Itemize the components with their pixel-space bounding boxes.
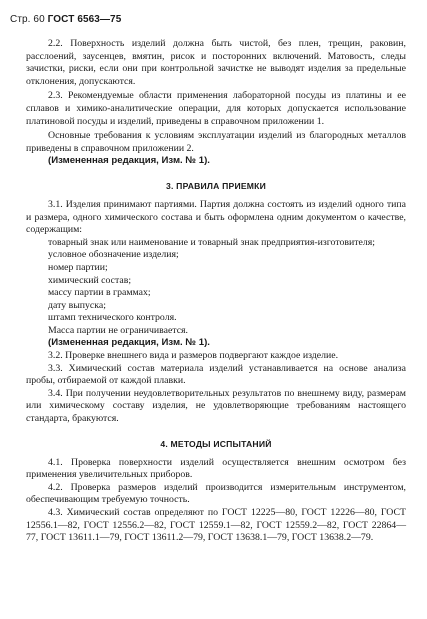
paragraph-2-basic: Основные требования к условиям эксплуатации изделий из благородных металлов приведены в справочном приложении 2.: [26, 130, 406, 154]
paragraph-4-1: 4.1. Проверка поверхности изделий осуществляется внешним осмотром без применения увеличительных приборов.: [26, 456, 406, 481]
paragraph-2-3: 2.3. Рекомендуемые области применения лабораторной посуды из платины и ее сплавов и химико-аналитические операции, для которых допускается использование платиновой посуды и изделий, приведены в справочном приложении 1.: [26, 90, 406, 127]
document-body: [26, 38, 406, 545]
amendment-note-2: (Измененная редакция, Изм. № 1).: [48, 337, 210, 349]
section-title-test-methods: 4. МЕТОДЫ ИСПЫТАНИЙ: [160, 438, 272, 449]
standard-code: ГОСТ 6563—75: [47, 14, 122, 25]
amendment-note-1: (Измененная редакция, Изм. № 1).: [48, 155, 210, 167]
paragraph-3-2: 3.2. Проверке внешнего вида и размеров подвергают каждое изделие.: [48, 350, 339, 362]
list-item-stamp: штамп технического контроля.: [48, 312, 177, 324]
page-header: [10, 14, 121, 25]
list-item-designation: условное обозначение изделия;: [48, 249, 179, 261]
paragraph-3-1: 3.1. Изделия принимают партиями. Партия должна состоять из изделий одного типа и размера, одного химического состава и быть оформлена одним документом о качестве, содержащим:: [26, 198, 406, 236]
list-item-date: дату выпуска;: [48, 299, 106, 311]
paragraph-4-3: 4.3. Химический состав определяют по ГОСТ 12225—80, ГОСТ 12226—80, ГОСТ 12556.1—82, ГОСТ 12556.2—82, ГОСТ 12559.1—82, ГОСТ 12559.2—82, ГОСТ 22864—77, ГОСТ 13611.1—79, ГОСТ 13611.2—79, ГОСТ 13638.1—79, ГОСТ 13638.2—79.: [26, 507, 406, 544]
section-title-acceptance: 3. ПРАВИЛА ПРИЕМКИ: [166, 180, 266, 191]
list-item-mass: массу партии в граммах;: [48, 287, 151, 299]
list-item-trademark: товарный знак или наименование и товарный знак предприятия-изготовителя;: [48, 236, 375, 248]
paragraph-3-3: 3.3. Химический состав материала изделий устанавливается на основе анализа пробы, отбираемой от каждой плавки.: [26, 362, 406, 387]
paragraph-3-4: 3.4. При получении неудовлетворительных результатов по внешнему виду, размерам или химическому составу изделия, не удовлетворяющие требованиям настоящего стандарта, бракуются.: [26, 387, 406, 425]
paragraph-4-2: 4.2. Проверка размеров изделий производится измерительным инструментом, обеспечивающим требуемую точность.: [26, 481, 406, 506]
list-item-chemical: химический состав;: [48, 274, 132, 286]
page-number: Стр. 60: [10, 14, 45, 25]
paragraph-3-mass: Масса партии не ограничивается.: [48, 324, 189, 336]
paragraph-2-2: 2.2. Поверхность изделий должна быть чистой, без плен, трещин, раковин, расслоений, заусенцев, вмятин, рисок и посторонних включений. Матовость, следы зачистки, риски, если они при контрольной зачистке не выводят изделия за предельные отклонения, допускаются.: [26, 38, 406, 87]
list-item-batch: номер партии;: [48, 261, 108, 273]
